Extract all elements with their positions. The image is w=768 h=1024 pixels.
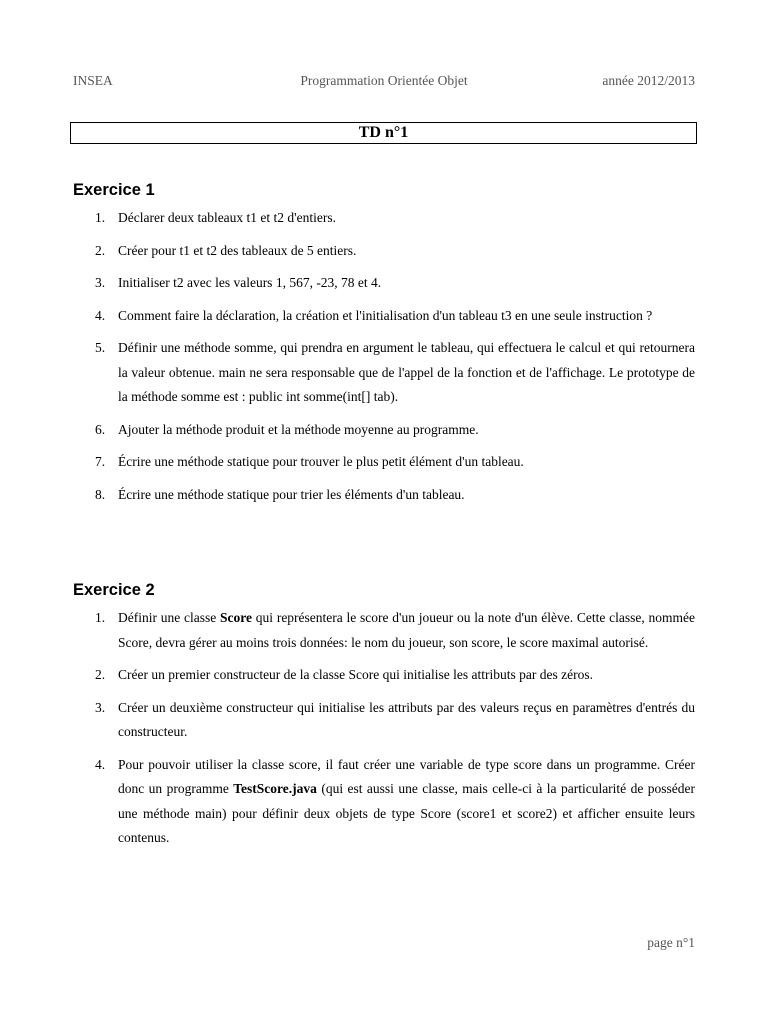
list-item	[73, 336, 695, 410]
list-item	[73, 206, 695, 231]
file-name-testscore: TestScore.java	[233, 781, 317, 796]
item-text: Déclarer deux tableaux t1 et t2 d'entiers.	[118, 210, 336, 225]
list-item	[73, 483, 695, 508]
item-text-start: Définir une classe	[118, 610, 221, 625]
item-text: Définir une méthode somme, qui prendra en argument le tableau, qui effectuera le calcul et qui retournera la valeur obtenue. main ne sera responsable que de l'appel de la fonction et de l'affichage. Le prototype de la méthode somme est : public int somme(int[] tab).	[118, 340, 695, 404]
item-text: Créer un deuxième constructeur qui initialise les attributs par des valeurs reçus en paramètres d'entrés du constructeur.	[118, 699, 695, 739]
list-item	[73, 239, 695, 264]
item-text	[118, 757, 695, 846]
list-item	[73, 606, 695, 655]
item-number: 4.	[95, 307, 106, 323]
header-year: année 2012/2013	[602, 73, 695, 88]
exercise-1-list	[73, 206, 695, 515]
item-number: 8.	[95, 486, 106, 502]
header-course: Programmation Orientée Objet	[300, 73, 468, 88]
document-title: TD n°1	[70, 122, 697, 144]
item-number: 2.	[95, 667, 106, 682]
item-text: Écrire une méthode statique pour trouver le plus petit élément d'un tableau.	[118, 454, 524, 469]
item-text: Ajouter la méthode produit et la méthode moyenne au programme.	[118, 421, 479, 437]
item-text: Créer pour t1 et t2 des tableaux de 5 entiers.	[118, 242, 357, 258]
page-header	[73, 73, 695, 91]
exercise-1-heading: Exercice 1	[73, 181, 155, 199]
header-institution: INSEA	[73, 73, 113, 88]
item-number: 1.	[95, 610, 106, 625]
list-item	[73, 304, 695, 329]
item-number: 5.	[95, 340, 106, 355]
item-number: 3.	[95, 699, 106, 715]
list-item	[73, 418, 695, 443]
item-number: 3.	[95, 275, 106, 290]
exercise-2-list	[73, 606, 695, 859]
item-number: 1.	[95, 210, 106, 225]
exercise-2-heading: Exercice 2	[73, 581, 155, 599]
item-text	[118, 610, 695, 650]
list-item	[73, 753, 695, 851]
item-text: Initialiser t2 avec les valeurs 1, 567, -23, 78 et 4.	[118, 275, 382, 290]
list-item	[73, 696, 695, 745]
item-text: Écrire une méthode statique pour trier les éléments d'un tableau.	[118, 486, 465, 502]
item-number: 6.	[95, 421, 106, 437]
item-text: Créer un premier constructeur de la classe Score qui initialise les attributs par des zéros.	[118, 667, 593, 682]
class-name-score: Score	[220, 610, 253, 625]
item-number: 2.	[95, 242, 106, 258]
item-number: 4.	[95, 756, 106, 772]
item-number: 7.	[95, 454, 106, 469]
page-number: page n°1	[647, 935, 695, 950]
list-item	[73, 271, 695, 296]
list-item	[73, 663, 695, 688]
item-text-end: qui représentera le score d'un joueur ou la note d'un élève. Cette classe, nommée Score, devra gérer au moins trois données: le nom du joueur, son score, le score maximal autorisé.	[118, 610, 696, 650]
item-text-end: (qui est aussi une classe, mais celle-ci à la particularité de posséder une méthode main) pour définir deux objets de type Score (score1 et score2) et afficher ensuite leurs contenus.	[118, 781, 696, 845]
item-text-start: Pour pouvoir utiliser la classe score, il faut créer une variable de type score dans un programme. Créer donc un programme	[118, 756, 695, 796]
item-text: Comment faire la déclaration, la création et l'initialisation d'un tableau t3 en une seule instruction ?	[118, 307, 653, 323]
list-item	[73, 450, 695, 475]
